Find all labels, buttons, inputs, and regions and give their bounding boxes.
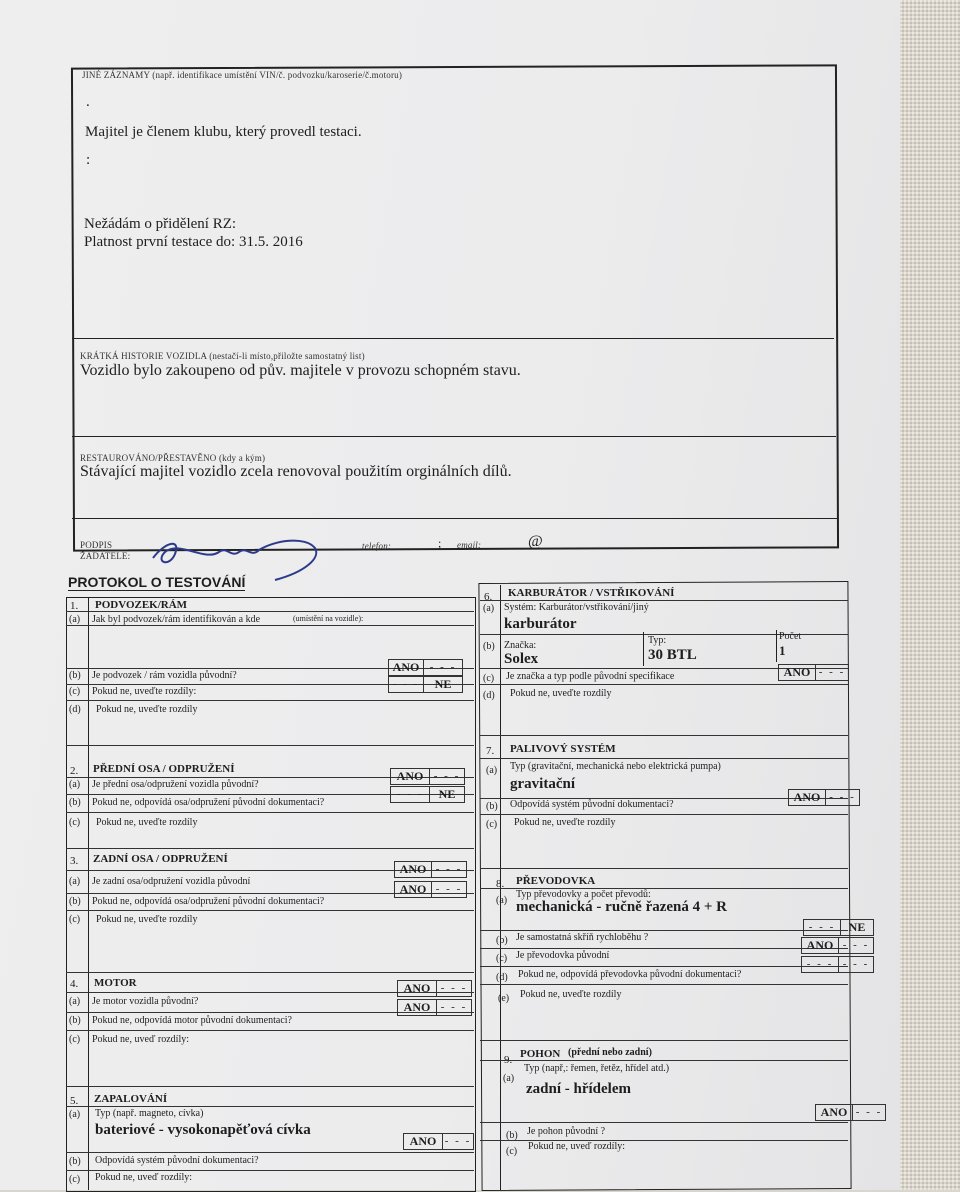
s9-c-key: (c) bbox=[506, 1146, 518, 1157]
s6-count-label: Počet bbox=[779, 631, 802, 642]
s7-b-label: Odpovídá systém původní dokumentaci? bbox=[510, 799, 674, 810]
s4-a-no[interactable]: - - - bbox=[436, 980, 472, 997]
s4-c-label: Pokud ne, uveď rozdíly: bbox=[92, 1034, 190, 1045]
protocol-title: PROTOKOL O TESTOVÁNÍ bbox=[68, 574, 246, 590]
s6-c-yes[interactable]: ANO bbox=[778, 664, 816, 681]
s6-type-label: Typ: bbox=[648, 635, 667, 646]
s5-a-value: bateriové - vysokonapěťová cívka bbox=[95, 1122, 311, 1138]
s2-a-yes[interactable]: ANO bbox=[390, 768, 430, 785]
s2-b-yes[interactable]: - - - bbox=[390, 786, 430, 803]
s6-c-label: Je značka a typ podle původní specifikace bbox=[506, 671, 675, 682]
s9-b-label: Je pohon původní ? bbox=[527, 1126, 606, 1137]
s2-b-label: Pokud ne, odpovídá osa/odpružení původní dokumentaci? bbox=[92, 797, 325, 808]
s4-num: 4. bbox=[70, 978, 79, 990]
s9-b-yes[interactable]: ANO bbox=[815, 1104, 853, 1121]
s8-b-no[interactable]: NE bbox=[840, 919, 874, 936]
s8-a-label: Typ převodovky a počet převodů: bbox=[516, 889, 651, 900]
signature-label-1: PODPIS bbox=[80, 540, 113, 550]
s6-d-key: (d) bbox=[483, 690, 495, 701]
semicolon-separator: ; bbox=[438, 536, 442, 550]
other-records-colon: : bbox=[86, 152, 91, 168]
s4-title: MOTOR bbox=[94, 977, 137, 989]
s6-a-key: (a) bbox=[483, 603, 495, 614]
s5-a-label: Typ (např. magneto, cívka) bbox=[95, 1108, 204, 1119]
restored-label: RESTAUROVÁNO/PŘESTAVĚNO (kdy a kým) bbox=[80, 453, 266, 463]
s1-a-key: (a) bbox=[69, 614, 81, 625]
s9-b-key: (b) bbox=[506, 1130, 518, 1141]
s1-c-key: (c) bbox=[69, 686, 81, 697]
s3-c-key: (c) bbox=[69, 914, 81, 925]
divider-3 bbox=[72, 518, 838, 519]
s1-b-no[interactable]: - - - bbox=[423, 659, 463, 676]
s3-a-key: (a) bbox=[69, 876, 81, 887]
s4-c-key: (c) bbox=[69, 1034, 81, 1045]
s5-a-key: (a) bbox=[69, 1109, 81, 1120]
s7-b-yes[interactable]: ANO bbox=[788, 789, 826, 806]
s5-c-key: (c) bbox=[69, 1174, 81, 1185]
s9-c-label: Pokud ne, uveď rozdíly: bbox=[528, 1141, 626, 1152]
s8-e-key: (e) bbox=[498, 993, 510, 1004]
s8-e-label: Pokud ne, uveďte rozdíly bbox=[520, 989, 622, 1000]
s8-num: 8. bbox=[496, 878, 505, 890]
s8-c-yes[interactable]: ANO bbox=[801, 937, 839, 954]
s7-b-key: (b) bbox=[486, 801, 498, 812]
s6-brand-value: Solex bbox=[504, 651, 539, 667]
s3-a-label: Je zadní osa/odpružení vozidla původní bbox=[92, 876, 251, 887]
s8-d-yes[interactable]: - - - bbox=[801, 956, 839, 973]
s2-a-no[interactable]: - - - bbox=[429, 768, 465, 785]
s1-d-label: Pokud ne, uveďte rozdíly bbox=[96, 704, 198, 715]
s8-c-label: Je převodovka původní bbox=[516, 950, 610, 961]
s1-num: 1. bbox=[70, 600, 79, 612]
s8-c-key: (c) bbox=[496, 953, 508, 964]
s8-a-value: mechanická - ručně řazená 4 + R bbox=[516, 899, 728, 915]
s7-num: 7. bbox=[486, 745, 495, 757]
other-records-line2: Nežádám o přidělení RZ: bbox=[84, 216, 237, 232]
s6-a-value: karburátor bbox=[504, 616, 577, 632]
history-label: KRÁTKÁ HISTORIE VOZIDLA (nestačí-li místo,přiložte samostatný list) bbox=[80, 351, 365, 361]
s1-d-key: (d) bbox=[69, 704, 81, 715]
s9-title-small: (přední nebo zadní) bbox=[568, 1047, 652, 1058]
s4-a-label: Je motor vozidla původní? bbox=[92, 996, 199, 1007]
s8-d-label: Pokud ne, odpovídá převodovka původní dokumentaci? bbox=[518, 969, 742, 980]
s8-d-key: (d) bbox=[496, 972, 508, 983]
s2-a-key: (a) bbox=[69, 779, 81, 790]
s1-c-yes[interactable]: - - - bbox=[388, 676, 424, 693]
at-sign: @ bbox=[528, 533, 543, 550]
s3-a-yes[interactable]: ANO bbox=[394, 861, 432, 878]
history-text: Vozidlo bylo zakoupeno od pův. majitele v provozu schopném stavu. bbox=[80, 362, 521, 379]
s8-b-yes[interactable]: - - - bbox=[803, 919, 841, 936]
s2-b-key: (b) bbox=[69, 797, 81, 808]
s3-title: ZADNÍ OSA / ODPRUŽENÍ bbox=[93, 853, 228, 865]
s7-a-value: gravitační bbox=[510, 776, 575, 792]
divider-2 bbox=[72, 436, 836, 437]
s6-num: 6. bbox=[484, 591, 493, 603]
s1-a-label: Jak byl podvozek/rám identifikován a kde bbox=[92, 614, 261, 625]
s8-c-no[interactable]: - - - bbox=[838, 937, 874, 954]
s3-c-label: Pokud ne, uveďte rozdíly bbox=[96, 914, 198, 925]
email-label: email: bbox=[457, 540, 482, 550]
s4-b-label: Pokud ne, odpovídá motor původní dokumentaci? bbox=[92, 1015, 292, 1026]
s1-b-key: (b) bbox=[69, 670, 81, 681]
s9-b-no[interactable]: - - - bbox=[852, 1104, 886, 1121]
s6-b-key: (b) bbox=[483, 641, 495, 652]
s7-title: PALIVOVÝ SYSTÉM bbox=[510, 743, 616, 755]
s1-a-small: (umístění na vozidle): bbox=[293, 614, 364, 623]
s5-num: 5. bbox=[70, 1095, 79, 1107]
s8-b-key: (b) bbox=[496, 935, 508, 946]
s2-c-label: Pokud ne, uveďte rozdíly bbox=[96, 817, 198, 828]
s4-a-key: (a) bbox=[69, 996, 81, 1007]
divider-1 bbox=[72, 338, 834, 339]
other-records-dot: . bbox=[86, 94, 90, 110]
s3-b-key: (b) bbox=[69, 896, 81, 907]
other-records-line3: Platnost první testace do: 31.5. 2016 bbox=[84, 234, 303, 250]
s6-d-label: Pokud ne, uveďte rozdíly bbox=[510, 688, 612, 699]
s6-title: KARBURÁTOR / VSTŘIKOVÁNÍ bbox=[508, 587, 675, 599]
s9-num: 9. bbox=[504, 1054, 513, 1066]
s7-c-key: (c) bbox=[486, 819, 498, 830]
s5-b-label: Odpovídá systém původní dokumentaci? bbox=[95, 1155, 259, 1166]
restored-text: Stávající majitel vozidlo zcela renovoval použitím orginálních dílů. bbox=[80, 463, 512, 480]
s8-d-no[interactable]: - - - bbox=[838, 956, 874, 973]
s3-b-label: Pokud ne, odpovídá osa/odpružení původní dokumentaci? bbox=[92, 896, 325, 907]
s2-c-key: (c) bbox=[69, 817, 81, 828]
s6-c-no[interactable]: - - - bbox=[815, 664, 849, 681]
signature-label-2: ŽADATELE: bbox=[80, 551, 131, 561]
telefon-label: telefon: bbox=[362, 541, 392, 551]
s4-b-key: (b) bbox=[69, 1015, 81, 1026]
s6-c-key: (c) bbox=[483, 673, 495, 684]
s1-b-label: Je podvozek / rám vozidla původní? bbox=[92, 670, 237, 681]
s8-title: PŘEVODOVKA bbox=[516, 875, 596, 887]
s5-b-yes[interactable]: ANO bbox=[403, 1133, 443, 1150]
s7-b-no[interactable]: - - - bbox=[825, 789, 860, 806]
s4-b-no[interactable]: - - - bbox=[436, 999, 472, 1016]
s9-a-label: Typ (např,: řemen, řetěz, hřídel atd.) bbox=[524, 1063, 670, 1074]
s3-b-no[interactable]: - - - bbox=[431, 881, 467, 898]
s6-count-value: 1 bbox=[779, 643, 786, 658]
other-records-label: JINÉ ZÁZNAMY (např. identifikace umístění VIN/č. podvozku/karoserie/č.motoru) bbox=[82, 70, 403, 80]
s7-a-label: Typ (gravitační, mechanická nebo elektrická pumpa) bbox=[510, 761, 721, 772]
s9-a-key: (a) bbox=[503, 1073, 515, 1084]
s1-c-no[interactable]: NE bbox=[423, 676, 463, 693]
s9-a-value: zadní - hřídelem bbox=[526, 1081, 631, 1097]
s8-b-label: Je samostatná skříň rychloběhu ? bbox=[516, 932, 649, 943]
s3-b-yes[interactable]: ANO bbox=[394, 881, 432, 898]
s6-a-label: Systém: Karburátor/vstřikování/jiný bbox=[504, 602, 649, 613]
s6-brand-label: Značka: bbox=[504, 640, 537, 651]
s4-b-yes[interactable]: ANO bbox=[397, 999, 437, 1016]
s1-title: PODVOZEK/RÁM bbox=[95, 599, 188, 611]
s4-a-yes[interactable]: ANO bbox=[397, 980, 437, 997]
s5-b-key: (b) bbox=[69, 1156, 81, 1167]
s6-type-value: 30 BTL bbox=[648, 647, 697, 663]
s3-num: 3. bbox=[70, 855, 79, 867]
s8-a-key: (a) bbox=[496, 895, 508, 906]
s5-b-no[interactable]: - - - bbox=[442, 1133, 474, 1150]
s2-b-no[interactable]: NE bbox=[429, 786, 465, 803]
s7-a-key: (a) bbox=[486, 765, 498, 776]
s5-title: ZAPALOVÁNÍ bbox=[94, 1093, 168, 1105]
other-records-line1: Majitel je členem klubu, který provedl testaci. bbox=[85, 124, 362, 140]
s1-b-yes[interactable]: ANO bbox=[388, 659, 424, 676]
s2-a-label: Je přední osa/odpružení vozidla původní? bbox=[92, 779, 259, 790]
s5-c-label: Pokud ne, uveď rozdíly: bbox=[95, 1172, 193, 1183]
s2-num: 2. bbox=[70, 765, 79, 777]
s2-title: PŘEDNÍ OSA / ODPRUŽENÍ bbox=[93, 763, 235, 775]
s7-c-label: Pokud ne, uveďte rozdíly bbox=[514, 817, 616, 828]
s1-c-label: Pokud ne, uveďte rozdíly: bbox=[92, 686, 197, 697]
s3-a-no[interactable]: - - - bbox=[431, 861, 467, 878]
s9-title: POHON bbox=[520, 1048, 561, 1060]
